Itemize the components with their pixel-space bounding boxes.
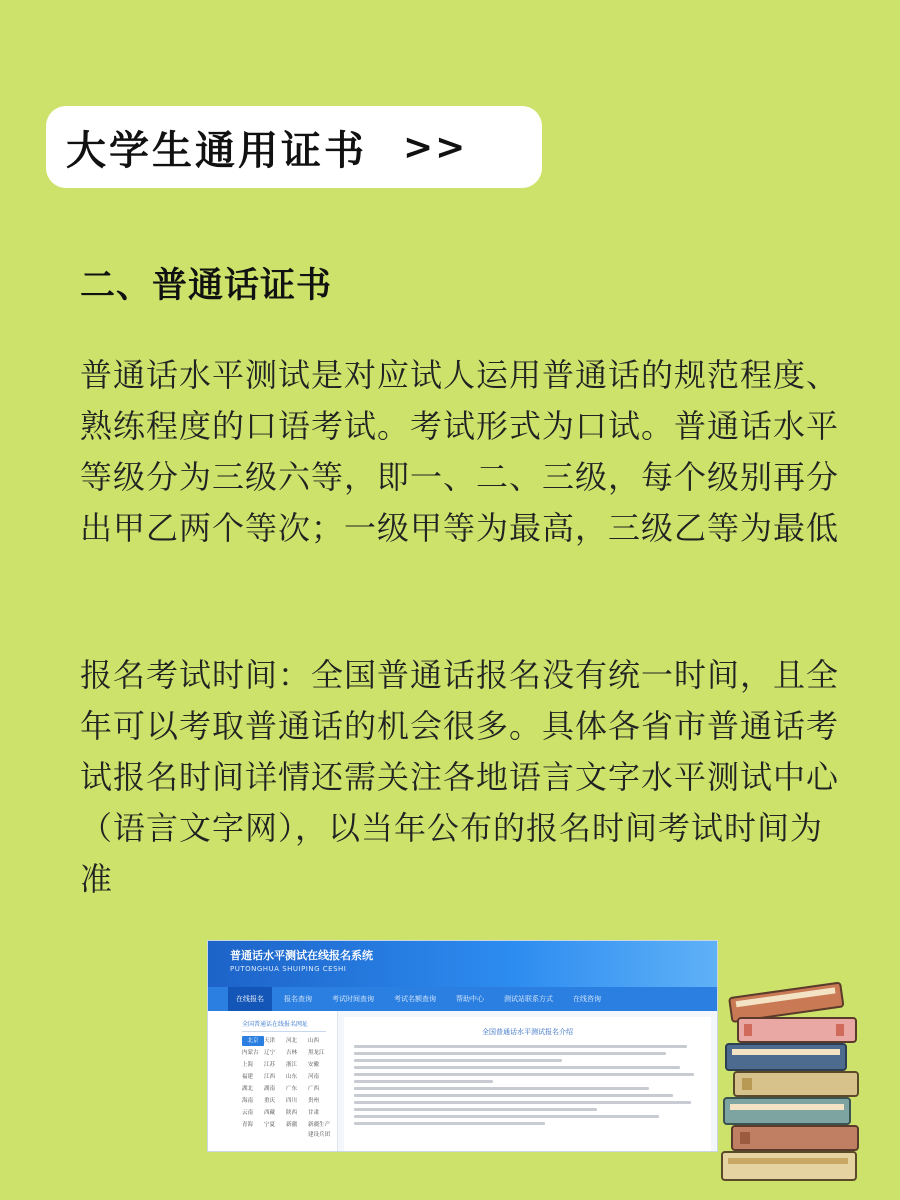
nav-item-exam-quota: 考试名额查询 [394,995,436,1003]
banner-arrow: >> [403,126,468,168]
province-link: 安徽 [308,1062,320,1068]
text-line [354,1094,673,1097]
province-link: 贵州 [308,1098,320,1104]
site-header [208,941,717,987]
province-link: 西藏 [264,1110,276,1116]
text-line [354,1080,493,1083]
province-link: 辽宁 [264,1050,276,1056]
province-link: 山东 [286,1074,298,1080]
province-link: 新疆 [286,1122,298,1128]
site-subtitle: PUTONGHUA SHUIPING CESHI [230,965,347,973]
site-left-panel [208,1011,338,1151]
text-line [354,1101,691,1104]
text-line [354,1115,659,1118]
province-link: 四川 [286,1098,298,1104]
text-line [354,1045,687,1048]
province-link: 天津 [264,1038,276,1044]
text-line [354,1066,680,1069]
province-link: 重庆 [264,1098,276,1104]
province-link: 广东 [286,1086,298,1092]
province-link: 甘肃 [308,1110,320,1116]
province-link: 宁夏 [264,1122,276,1128]
province-link: 河南 [308,1074,320,1080]
nav-item-help: 帮助中心 [456,995,484,1003]
books-illustration [718,980,868,1190]
site-title: 普通话水平测试在线报名系统 [230,949,373,962]
province-link: 福建 [242,1074,254,1080]
province-link: 江西 [264,1074,276,1080]
site-right-panel [344,1017,711,1151]
province-link: 吉林 [286,1050,298,1056]
nav-item-register-query: 报名查询 [284,995,312,1003]
province-link: 山西 [308,1038,320,1044]
section-heading: 二、普通话证书 [80,266,333,306]
site-body [208,1011,717,1151]
website-screenshot [207,940,718,1152]
left-panel-title: 全国普通话在线报名网址 [242,1019,326,1032]
text-line [354,1059,562,1062]
province-link: 广西 [308,1086,320,1092]
province-link: 陕西 [286,1110,298,1116]
content-title: 全国普通话水平测试报名介绍 [482,1028,573,1036]
intro-paragraph: 普通话水平测试是对应试人运用普通话的规范程度、熟练程度的口语考试。考试形式为口试。普通话水平等级分为三级六等，即一、二、三级，每个级别再分出甲乙两个等次；一级甲等为最高，三级乙等为最低 [80,356,840,547]
province-link: 海南 [242,1098,254,1104]
registration-paragraph: 报名考试时间：全国普通话报名没有统一时间，且全年可以考取普通话的机会很多。具体各省市普通话考试报名时间详情还需关注各地语言文字水平测试中心（语言文字网），以当年公布的报名时间考试时间为准 [80,656,840,898]
province-link: 江苏 [264,1062,276,1068]
title-banner [46,106,542,188]
province-link: 上海 [242,1062,254,1068]
province-link: 湖南 [264,1086,276,1092]
province-link: 内蒙古 [242,1050,259,1056]
text-line [354,1073,694,1076]
text-line [354,1052,666,1055]
province-link: 黑龙江 [308,1050,325,1056]
banner-title: 大学生通用证书 [66,127,367,174]
province-link: 北京 [242,1036,264,1046]
province-link: 新疆生产建设兵团 [308,1122,331,1138]
nav-item-consult: 在线咨询 [573,995,601,1003]
province-link: 云南 [242,1110,254,1116]
province-link: 河北 [286,1038,298,1044]
province-grid [242,1036,337,1138]
nav-item-exam-time: 考试时间查询 [332,995,374,1003]
text-line [354,1122,545,1125]
province-link: 湖北 [242,1086,254,1092]
nav-item-online-register: 在线报名 [228,987,272,1011]
province-link: 浙江 [286,1062,298,1068]
text-line [354,1087,649,1090]
province-link: 青海 [242,1122,254,1128]
site-nav [208,987,717,1011]
text-line [354,1108,597,1111]
nav-item-contact: 测试站联系方式 [504,995,553,1003]
